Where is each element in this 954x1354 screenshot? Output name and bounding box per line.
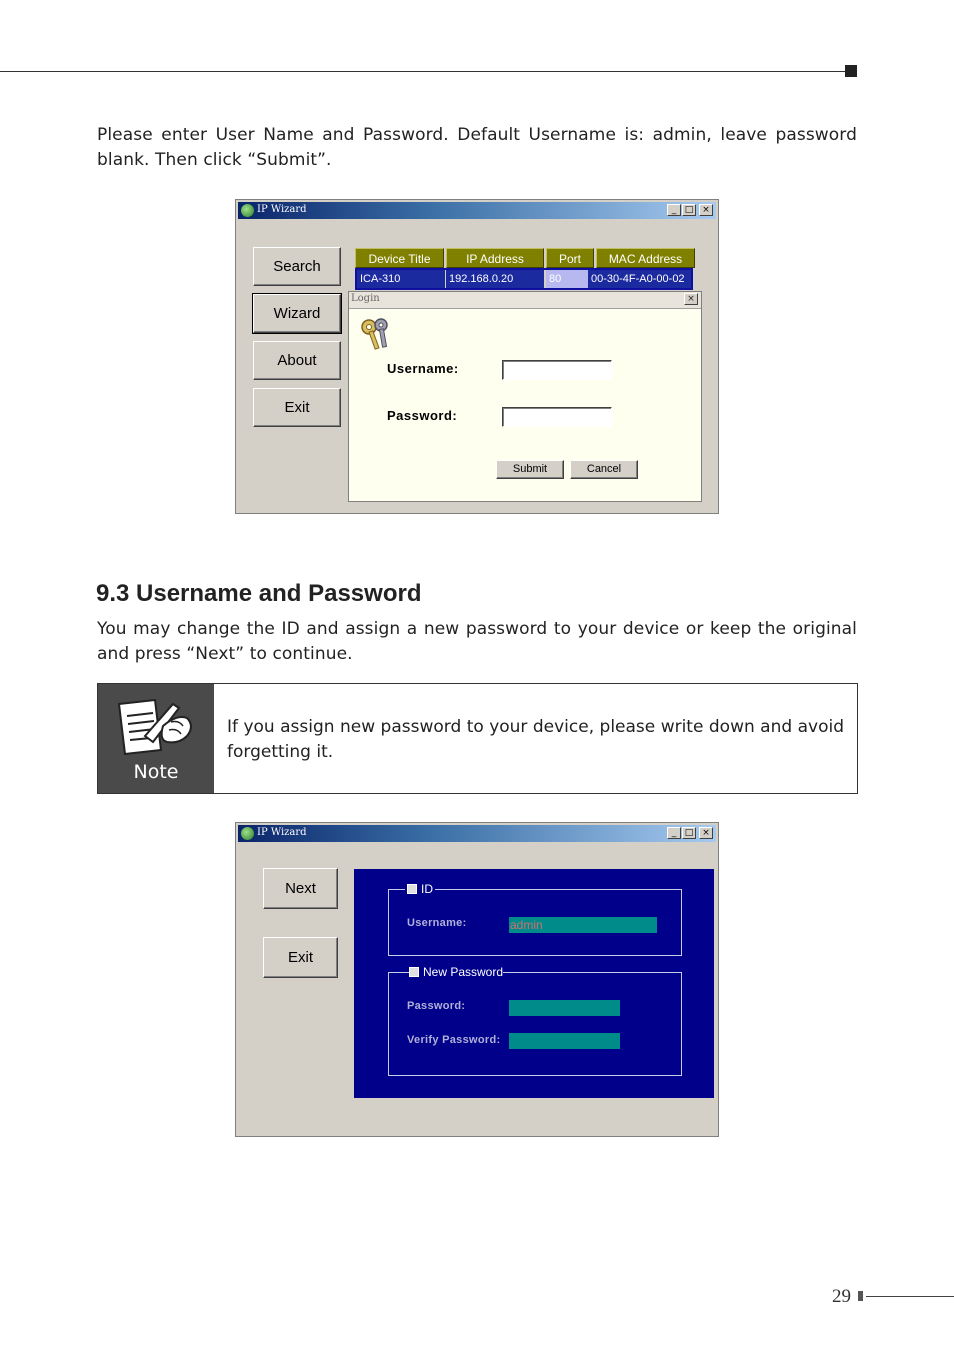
note-box [97,683,858,794]
close-button[interactable]: × [699,204,713,216]
note-writing-hand-icon [115,696,195,758]
username-label: Username: [387,361,459,376]
submit-button[interactable]: Submit [496,460,564,479]
window-title: IP Wizard [257,827,307,838]
column-header-mac-address[interactable]: MAC Address [596,248,695,268]
header-square [845,65,857,77]
window-controls [667,204,713,216]
column-header-port[interactable]: Port [546,248,594,268]
note-label: Note [133,761,179,783]
window-titlebar[interactable] [238,825,716,842]
cell-mac-address: 00-30-4F-A0-00-02 [588,270,691,288]
id-group-label: ID [421,882,433,896]
password-label: Password: [387,408,458,423]
app-globe-icon [241,204,254,217]
ip-wizard-window-login [235,199,719,514]
settings-panel [354,869,714,1098]
id-checkbox[interactable] [407,884,417,894]
section-paragraph: You may change the ID and assign a new password to your device or keep the original and press “Next” to continue. [97,619,857,664]
note-sidebar [98,684,214,793]
window-titlebar[interactable] [238,202,716,219]
login-titlebar[interactable] [349,292,701,309]
minimize-button[interactable]: _ [667,204,681,216]
password-input[interactable] [502,407,612,427]
username-label: Username: [407,917,467,929]
new-password-group-title [409,965,503,979]
window-title: IP Wizard [257,204,307,215]
username-input[interactable]: admin [509,917,657,933]
login-close-button[interactable]: × [684,293,698,305]
maximize-button[interactable]: □ [682,204,696,216]
cell-device-title: ICA-310 [357,270,445,288]
id-group-title [405,882,435,896]
login-dialog [348,291,702,502]
new-password-group-label: New Password [423,965,504,979]
exit-button[interactable]: Exit [263,937,338,978]
page-number: 29 [832,1286,851,1307]
password-label: Password: [407,1000,466,1012]
password-input[interactable] [509,1000,620,1016]
window-controls [667,827,713,839]
footer-rule [866,1296,954,1297]
app-globe-icon [241,827,254,840]
cell-port: 80 [546,270,594,288]
footer-square [858,1291,863,1301]
column-header-ip-address[interactable]: IP Address [446,248,544,268]
ip-wizard-window-password [235,822,719,1137]
cell-ip-address: 192.168.0.20 [446,270,544,288]
header-rule [0,71,846,72]
maximize-button[interactable]: □ [682,827,696,839]
keys-icon [359,316,395,352]
column-header-device-title[interactable]: Device Title [355,248,444,268]
login-title: Login [351,293,380,304]
exit-button[interactable]: Exit [253,388,341,427]
wizard-button[interactable]: Wizard [253,294,341,333]
search-button[interactable]: Search [253,247,341,286]
intro-paragraph: Please enter User Name and Password. Default Username is: admin, leave password blank. Then click “Submit”. [97,125,857,170]
new-password-group [388,965,682,1076]
cancel-button[interactable]: Cancel [570,460,638,479]
note-text: If you assign new password to your device, please write down and avoid forgetting it. [227,717,844,762]
section-heading: 9.3 Username and Password [96,580,422,607]
verify-password-input[interactable] [509,1033,620,1049]
username-input[interactable] [502,360,612,380]
next-button[interactable]: Next [263,868,338,909]
about-button[interactable]: About [253,341,341,380]
verify-password-label: Verify Password: [407,1034,501,1046]
minimize-button[interactable]: _ [667,827,681,839]
id-group [388,882,682,956]
new-password-checkbox[interactable] [409,967,419,977]
close-button[interactable]: × [699,827,713,839]
